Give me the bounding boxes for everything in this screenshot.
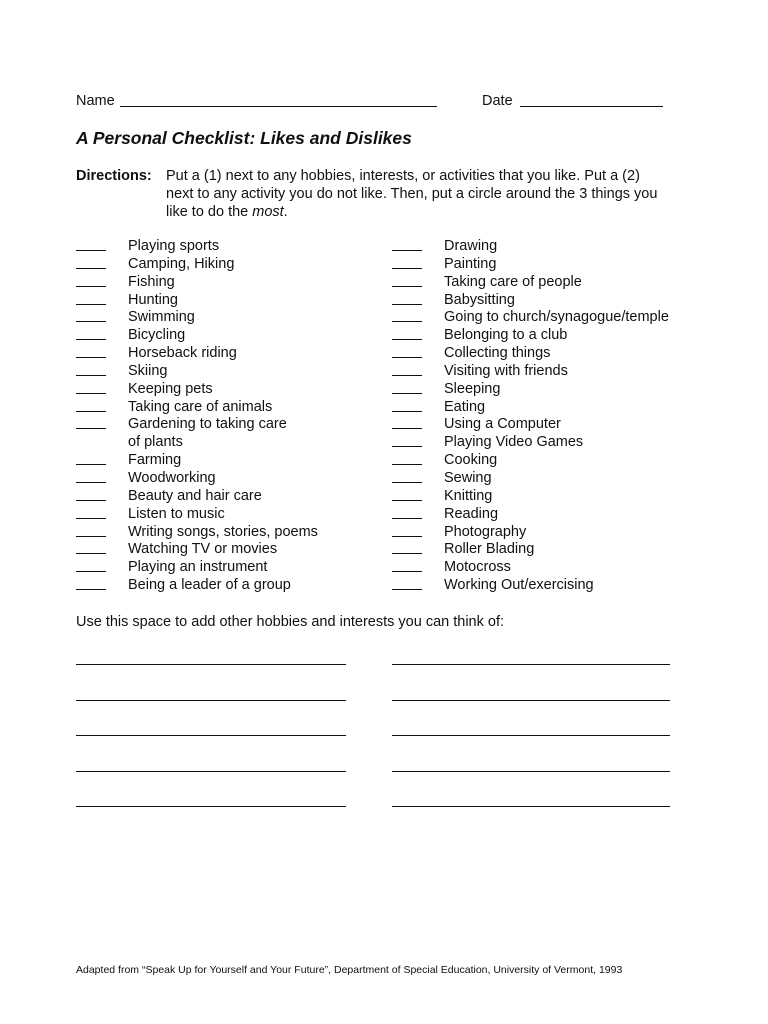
checklist-item [392,434,692,452]
checklist-item [76,488,376,506]
activity-label: Fishing [128,273,175,290]
write-in-line-left-4[interactable] [76,771,346,772]
answer-blank[interactable] [76,536,106,537]
write-in-line-right-1[interactable] [392,664,670,665]
directions-line-3-suffix: . [283,204,288,220]
answer-blank[interactable] [392,304,422,305]
checklist-item [392,309,692,327]
activity-label: Being a leader of a group [128,577,291,594]
answer-blank[interactable] [392,321,422,322]
answer-blank[interactable] [76,268,106,269]
activity-label: Babysitting [444,291,515,308]
activity-label: Eating [444,398,486,415]
date-label: Date [482,93,513,109]
checklist-item-continuation [76,434,376,452]
checklist-item [392,345,692,363]
activity-label: Motocross [444,559,511,576]
activity-label: Visiting with friends [444,362,568,379]
other-hobbies-prompt: Use this space to add other hobbies and interests you can think of: [76,614,505,630]
answer-blank[interactable] [76,500,106,501]
checklist-item [392,256,692,274]
activity-label: Taking care of people [444,273,582,290]
answer-blank[interactable] [76,428,106,429]
answer-blank[interactable] [76,589,106,590]
write-in-line-left-5[interactable] [76,806,346,807]
answer-blank[interactable] [76,250,106,251]
activity-label: Working Out/exercising [444,577,594,594]
activity-label: Sewing [444,469,492,486]
checklist-item [76,238,376,256]
activity-label: Beauty and hair care [128,487,262,504]
activity-label: Collecting things [444,345,551,362]
activity-label: Playing an instrument [128,559,268,576]
answer-blank[interactable] [76,375,106,376]
right-checklist [392,238,692,595]
checklist-item [392,274,692,292]
answer-blank[interactable] [76,518,106,519]
checklist-item [392,541,692,559]
page-title: A Personal Checklist: Likes and Dislikes [76,128,412,148]
name-label: Name [76,93,115,109]
directions-line-3 [166,203,288,221]
answer-blank[interactable] [76,571,106,572]
activity-label: Cooking [444,452,498,469]
answer-blank[interactable] [76,482,106,483]
answer-blank[interactable] [392,268,422,269]
answer-blank[interactable] [392,500,422,501]
checklist-item [76,470,376,488]
checklist-item [392,452,692,470]
activity-label: Farming [128,452,182,469]
activity-label: Roller Blading [444,541,535,558]
activity-label: Writing songs, stories, poems [128,523,318,540]
answer-blank[interactable] [392,571,422,572]
activity-label: Swimming [128,309,195,326]
checklist-item [76,416,376,434]
checklist-item [392,399,692,417]
write-in-line-right-5[interactable] [392,806,670,807]
checklist-item [76,309,376,327]
activity-label: Painting [444,255,497,272]
write-in-line-right-2[interactable] [392,700,670,701]
answer-blank[interactable] [76,411,106,412]
directions-line-2: next to any activity you do not like. Then, put a circle around the 3 things you [166,186,658,202]
checklist-item [76,399,376,417]
answer-blank[interactable] [76,304,106,305]
answer-blank[interactable] [392,482,422,483]
activity-label: Photography [444,523,527,540]
checklist-item [76,381,376,399]
activity-label: Listen to music [128,505,225,522]
checklist-item [392,381,692,399]
answer-blank[interactable] [392,553,422,554]
checklist-item [392,292,692,310]
answer-blank[interactable] [392,428,422,429]
checklist-item [392,470,692,488]
answer-blank[interactable] [392,357,422,358]
answer-blank[interactable] [392,536,422,537]
checklist-item [76,345,376,363]
directions-line-3-prefix: like to do the [166,204,253,220]
answer-blank[interactable] [392,393,422,394]
answer-blank[interactable] [392,446,422,447]
answer-blank[interactable] [392,411,422,412]
activity-label: Keeping pets [128,380,213,397]
write-in-line-left-1[interactable] [76,664,346,665]
write-in-line-left-2[interactable] [76,700,346,701]
activity-label: Watching TV or movies [128,541,278,558]
date-field[interactable] [520,106,663,107]
directions-emphasis: most [252,204,284,220]
answer-blank[interactable] [76,393,106,394]
checklist-item [392,327,692,345]
answer-blank[interactable] [76,553,106,554]
answer-blank[interactable] [76,357,106,358]
activity-label: Playing sports [128,238,220,254]
activity-label: Going to church/synagogue/temple [444,309,669,326]
checklist-item [392,416,692,434]
checklist-item [392,577,692,595]
checklist-item [76,541,376,559]
checklist-item [392,363,692,381]
checklist-item [392,506,692,524]
activity-label: Belonging to a club [444,327,568,344]
answer-blank[interactable] [392,339,422,340]
write-in-line-right-3[interactable] [392,735,670,736]
activity-label: Sleeping [444,380,501,397]
checklist-item [76,292,376,310]
activity-label: Gardening to taking care [128,416,287,433]
checklist-item [76,274,376,292]
checklist-item [76,577,376,595]
checklist-item [76,524,376,542]
activity-label: Horseback riding [128,345,237,362]
answer-blank[interactable] [76,339,106,340]
activity-label: Camping, Hiking [128,255,235,272]
activity-label: of plants [128,434,183,451]
write-in-line-left-3[interactable] [76,735,346,736]
checklist-item [392,524,692,542]
directions-label: Directions: [76,168,152,184]
checklist-item [392,238,692,256]
checklist-item [392,488,692,506]
activity-label: Drawing [444,238,498,254]
activity-label: Knitting [444,487,493,504]
checklist-item [76,506,376,524]
checklist-item [76,559,376,577]
activity-label: Reading [444,505,499,522]
checklist-item [76,363,376,381]
answer-blank[interactable] [76,464,106,465]
write-in-line-right-4[interactable] [392,771,670,772]
answer-blank[interactable] [392,375,422,376]
checklist-item [76,256,376,274]
activity-label: Taking care of animals [128,398,273,415]
answer-blank[interactable] [76,286,106,287]
source-footer: Adapted from “Speak Up for Yourself and Your Future”, Department of Special Education, University of Vermont, 1993 [76,964,623,976]
answer-blank[interactable] [392,286,422,287]
left-checklist [76,238,376,595]
activity-label: Bicycling [128,327,186,344]
answer-blank[interactable] [76,321,106,322]
checklist-item [76,452,376,470]
activity-label: Hunting [128,291,178,308]
answer-blank[interactable] [392,589,422,590]
answer-blank[interactable] [392,518,422,519]
activity-label: Using a Computer [444,416,561,433]
activity-label: Woodworking [128,469,216,486]
activity-label: Skiing [128,362,168,379]
answer-blank[interactable] [392,464,422,465]
checklist-item [76,327,376,345]
checklist-item [392,559,692,577]
activity-label: Playing Video Games [444,434,584,451]
name-field[interactable] [120,106,437,107]
directions-line-1: Put a (1) next to any hobbies, interests, or activities that you like. Put a (2) [166,168,640,184]
answer-blank[interactable] [392,250,422,251]
